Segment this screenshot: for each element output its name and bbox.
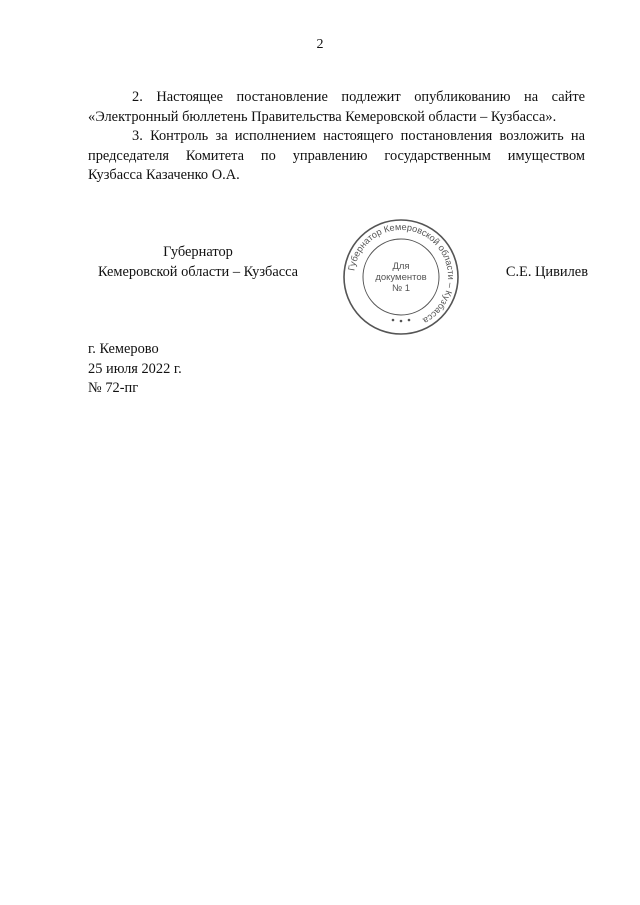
signatory-name: С.Е. Цивилев (505, 264, 588, 280)
text-line: председателя Комитета по управлению государственным имуществом (88, 147, 585, 164)
seal-dot (400, 320, 403, 323)
official-seal-stamp (341, 217, 461, 337)
document-body (88, 88, 585, 186)
text-line: 3. Контроль за исполнением настоящего постановления возложить на (132, 128, 585, 144)
seal-center-text: Для (392, 261, 410, 272)
paragraph-control (88, 127, 585, 186)
signatory-title (88, 242, 308, 282)
paragraph-publication (88, 88, 585, 127)
document-date: 25 июля 2022 г. (88, 360, 182, 377)
seal-center-text: документов (375, 272, 427, 283)
document-city: г. Кемерово (88, 341, 159, 357)
signatory-title-line: Губернатор (163, 244, 233, 260)
seal-dot (392, 319, 395, 322)
page-number: 2 (316, 37, 324, 52)
text-line: 2. Настоящее постановление подлежит опубликованию на сайте (132, 89, 585, 105)
signature-block (88, 221, 588, 342)
seal-ring-text: Губернатор Кемеровской области – Кузбасса (346, 221, 457, 326)
seal-dot (408, 319, 411, 322)
document-footer (88, 340, 182, 399)
document-number: № 72-пг (88, 380, 139, 396)
signatory-title-line: Кемеровской области – Кузбасса (97, 264, 299, 280)
text-line: «Электронный бюллетень Правительства Кемеровской области – Кузбасса». (88, 108, 557, 125)
seal-center-text: № 1 (391, 283, 411, 294)
text-line: Кузбасса Казаченко О.А. (88, 167, 240, 183)
